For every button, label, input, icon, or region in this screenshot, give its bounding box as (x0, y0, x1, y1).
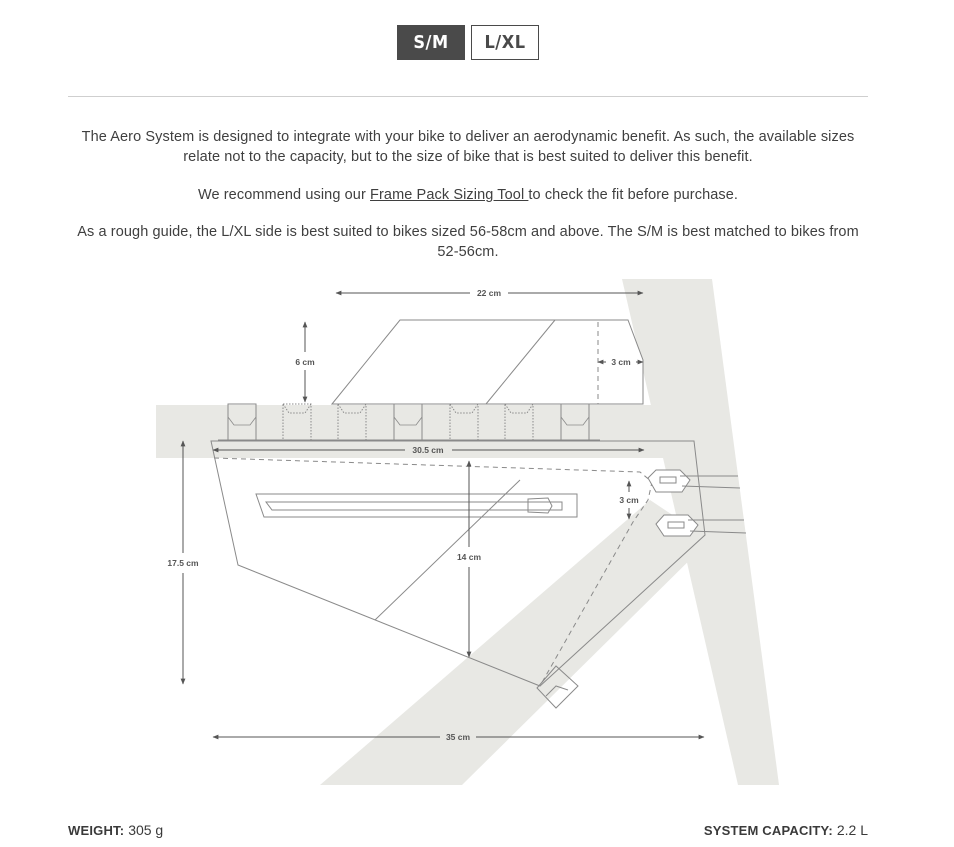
size-option-s-m[interactable]: S/M (397, 25, 465, 60)
frame-pack-sizing-tool-link[interactable]: Frame Pack Sizing Tool (370, 187, 529, 203)
weight-spec (68, 822, 163, 838)
label-frame-pack-bottom-length: 35 cm (445, 732, 471, 742)
capacity-value: 2.2 L (836, 822, 868, 838)
label-frame-pack-total-height: 17.5 cm (167, 558, 199, 568)
weight-value: 305 g (128, 822, 164, 838)
label-frame-pack-depth: 14 cm (456, 552, 482, 562)
capacity-spec (704, 822, 868, 838)
label-top-pack-length: 22 cm (476, 288, 502, 298)
paragraph-2-prefix: We recommend using our (197, 187, 371, 203)
paragraph-2-suffix: to check the fit before purchase. (528, 187, 739, 203)
top-pack-body (332, 320, 643, 404)
size-option-l-xl[interactable]: L/XL (471, 25, 539, 60)
description-paragraph-1: The Aero System is designed to integrate with your bike to deliver an aerodynamic benefit. As such, the available sizes relate not to the capacity, but to the size of bike that is best suited to deliver this benefit. (81, 129, 855, 165)
label-frame-pack-end-width: 3 cm (619, 495, 639, 505)
label-frame-pack-top-length: 30.5 cm (412, 445, 444, 455)
label-top-pack-end-width: 3 cm (611, 357, 631, 367)
capacity-label: SYSTEM CAPACITY: (703, 823, 833, 838)
weight-label: WEIGHT: (68, 823, 125, 838)
zipper (256, 494, 577, 517)
down-tube (320, 500, 710, 785)
label-top-pack-height: 6 cm (295, 357, 315, 367)
description-paragraph-3: As a rough guide, the L/XL side is best suited to bikes sized 56-58cm and above. The S/M is best matched to bikes from 52-56cm. (77, 224, 859, 260)
